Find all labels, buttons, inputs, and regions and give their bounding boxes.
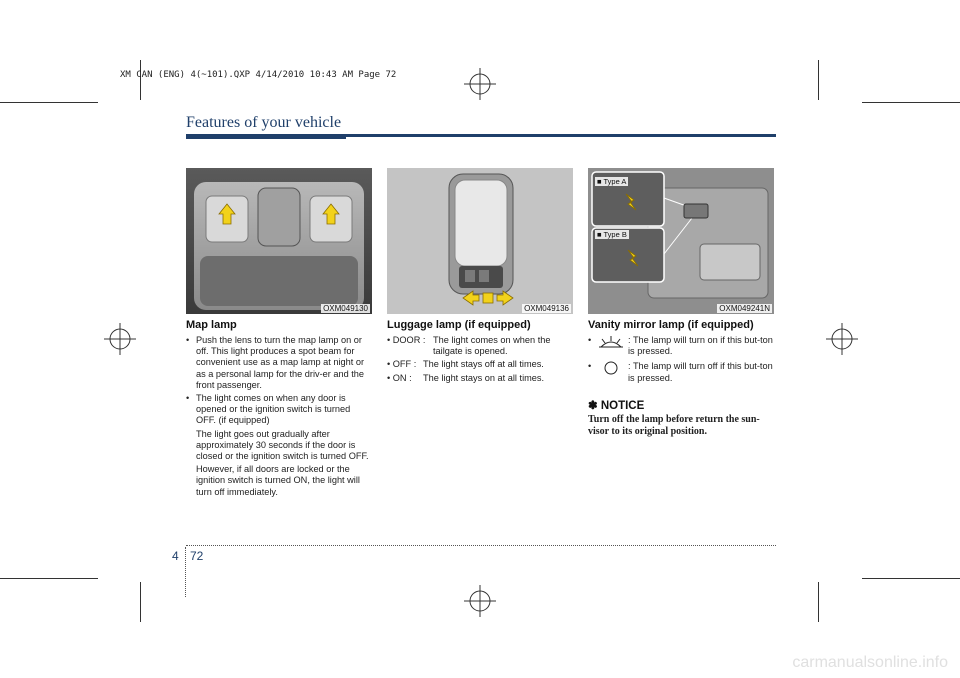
crop-mark: [140, 60, 141, 100]
map-lamp-section: [186, 319, 372, 500]
paragraph: However, if all doors are locked or the ignition switch is turned ON, the light will turn off immediately.: [196, 464, 360, 497]
type-b-label: ■ Type B: [597, 230, 627, 239]
vanity-lamp-photo: [588, 168, 774, 314]
item-text: : The lamp will turn off if this but-ton is pressed.: [628, 361, 773, 383]
item-text: The light comes on when the tailgate is opened.: [433, 335, 551, 357]
paragraph: The light goes out gradually after approximately 30 seconds if the door is closed or the ignition switch is turned OFF.: [196, 428, 369, 462]
crop-mark: [818, 60, 819, 100]
crop-mark: [862, 578, 960, 579]
vanity-lamp-illustration: [588, 168, 774, 314]
list-item: [387, 359, 573, 370]
lamp-on-icon: [598, 335, 624, 349]
lamp-off-icon: [598, 361, 624, 375]
crop-mark: [0, 578, 98, 579]
crop-mark: [862, 102, 960, 103]
map-lamp-photo: [186, 168, 372, 314]
luggage-lamp-photo: [387, 168, 573, 314]
footer-separator: [185, 547, 187, 597]
bullet-dot: •: [588, 335, 592, 345]
item-text: The light stays off at all times.: [423, 359, 544, 370]
list-item: [387, 335, 573, 357]
photo-code: OXM049136: [524, 304, 569, 313]
page-header-title: Features of your vehicle: [186, 114, 342, 131]
notice-text: Turn off the lamp before return the sun-visor to its original position.: [588, 413, 760, 437]
chapter-number: 4: [172, 549, 179, 563]
header-rule-accent: [186, 134, 346, 139]
list-item: [588, 361, 774, 383]
vanity-lamp-section: [588, 319, 774, 438]
photo-code: OXM049130: [323, 304, 368, 313]
crop-mark: [140, 582, 141, 622]
list-item: [588, 335, 774, 357]
section-title: Map lamp: [186, 319, 237, 331]
notice-title: ✽ NOTICE: [588, 399, 645, 412]
item-key: • DOOR :: [387, 335, 426, 345]
watermark: carmanualsonline.info: [792, 654, 948, 671]
photo-code: OXM049241N: [719, 304, 770, 313]
footer-rule: [186, 545, 776, 546]
list-item: [387, 373, 573, 384]
crop-mark: [0, 102, 98, 103]
item-text: The light stays on at all times.: [423, 372, 545, 383]
item-key: • ON :: [387, 372, 412, 383]
list-item: • Push the lens to turn the map lamp on or off. This light produces a spot beam for convenient use as a map lamp at night or as a personal lamp for the driv-er and the front passenger.: [186, 335, 372, 391]
type-a-label: ■ Type A: [597, 177, 627, 186]
registration-mark-icon: [464, 585, 496, 617]
registration-mark-icon: [104, 323, 136, 355]
print-slug: XM CAN (ENG) 4(~101).QXP 4/14/2010 10:43 AM Page 72: [120, 70, 397, 80]
luggage-lamp-section: [387, 319, 573, 386]
registration-mark-icon: [826, 323, 858, 355]
map-lamp-illustration: [186, 168, 372, 314]
bullet-dot: •: [588, 361, 592, 372]
luggage-lamp-illustration: [387, 168, 573, 314]
registration-mark-icon: [464, 68, 496, 100]
item-text: : The lamp will turn on if this but-ton is pressed.: [628, 335, 773, 357]
page-number: 72: [190, 549, 204, 563]
item-key: • OFF :: [387, 359, 417, 370]
crop-mark: [818, 582, 819, 622]
list-item: • The light comes on when any door is opened or the ignition switch is turned OFF. (if equipped): [186, 393, 372, 427]
section-title: Luggage lamp (if equipped): [387, 319, 531, 331]
section-title: Vanity mirror lamp (if equipped): [588, 319, 754, 331]
